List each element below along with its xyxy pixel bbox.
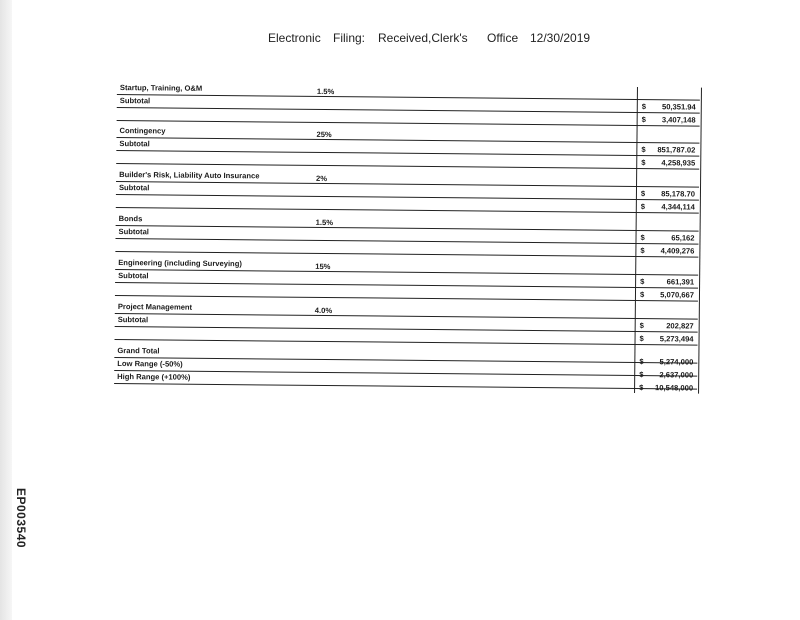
- section-value: 202,827: [666, 321, 694, 331]
- subtotal-label: Subtotal: [119, 96, 151, 106]
- header-filing: Filing:: [333, 31, 366, 45]
- section-percent: 1.5%: [315, 217, 334, 228]
- subtotal-value: 5,273,494: [659, 334, 694, 344]
- currency-symbol: $: [639, 321, 644, 331]
- currency-symbol: $: [640, 189, 646, 199]
- document-id-stamp: EP003540: [14, 488, 28, 549]
- section-percent: 25%: [316, 129, 332, 140]
- section-value: 85,178.70: [661, 189, 695, 199]
- subtotal-label: Subtotal: [117, 315, 149, 325]
- total-label: Low Range (-50%): [117, 359, 183, 369]
- section-percent: 4.0%: [314, 305, 333, 316]
- subtotal-label: Subtotal: [118, 183, 150, 193]
- scan-edge-strip: [0, 0, 12, 620]
- subtotal-value: 5,070,667: [660, 290, 695, 300]
- section-label: Bonds: [118, 214, 143, 224]
- currency-symbol: $: [641, 145, 646, 155]
- currency-symbol: $: [640, 202, 646, 212]
- currency-symbol: $: [641, 158, 646, 168]
- section-label: Startup, Training, O&M: [119, 83, 203, 93]
- header-office: Office: [487, 31, 519, 45]
- section-percent: 2%: [316, 173, 328, 184]
- currency-symbol: $: [640, 246, 645, 256]
- section-value: 661,391: [666, 277, 695, 287]
- currency-symbol: $: [639, 370, 644, 380]
- subtotal-label: Subtotal: [118, 227, 149, 237]
- subtotal-value: 3,407,148: [661, 115, 696, 125]
- section-label: Builder's Risk, Liability Auto Insurance: [119, 170, 260, 181]
- section-label: Engineering (including Surveying): [118, 258, 242, 269]
- header-electronic: Electronic: [268, 31, 321, 45]
- total-value: 5,274,000: [659, 357, 694, 367]
- section-percent: 15%: [315, 261, 331, 272]
- currency-symbol: $: [639, 383, 644, 393]
- section-value: 851,787.02: [657, 145, 696, 155]
- section-label: Project Management: [117, 302, 193, 312]
- currency-symbol: $: [641, 102, 647, 112]
- total-label: High Range (+100%): [117, 372, 191, 382]
- subtotal-value: 4,409,276: [660, 246, 695, 256]
- currency-symbol: $: [640, 277, 645, 287]
- currency-symbol: $: [640, 233, 645, 243]
- subtotal-label: Subtotal: [119, 139, 150, 149]
- currency-symbol: $: [639, 357, 644, 367]
- value-column-border: [634, 87, 702, 394]
- header-date: 12/30/2019: [530, 31, 591, 45]
- subtotal-value: 4,344,114: [661, 202, 695, 212]
- header-received: Received,Clerk's: [378, 31, 468, 45]
- section-value: 50,351.94: [661, 102, 696, 112]
- subtotal-label: Subtotal: [118, 271, 149, 281]
- total-label: Grand Total: [117, 346, 160, 356]
- cost-estimate-table: [114, 82, 700, 394]
- section-value: 65,162: [671, 233, 695, 243]
- total-value: 2,637,000: [659, 370, 694, 380]
- currency-symbol: $: [641, 115, 646, 125]
- currency-symbol: $: [639, 334, 644, 344]
- section-label: Contingency: [119, 126, 166, 136]
- currency-symbol: $: [639, 290, 645, 300]
- section-percent: 1.5%: [316, 86, 335, 97]
- total-value: 10,548,000: [655, 383, 694, 393]
- subtotal-value: 4,258,935: [661, 158, 696, 168]
